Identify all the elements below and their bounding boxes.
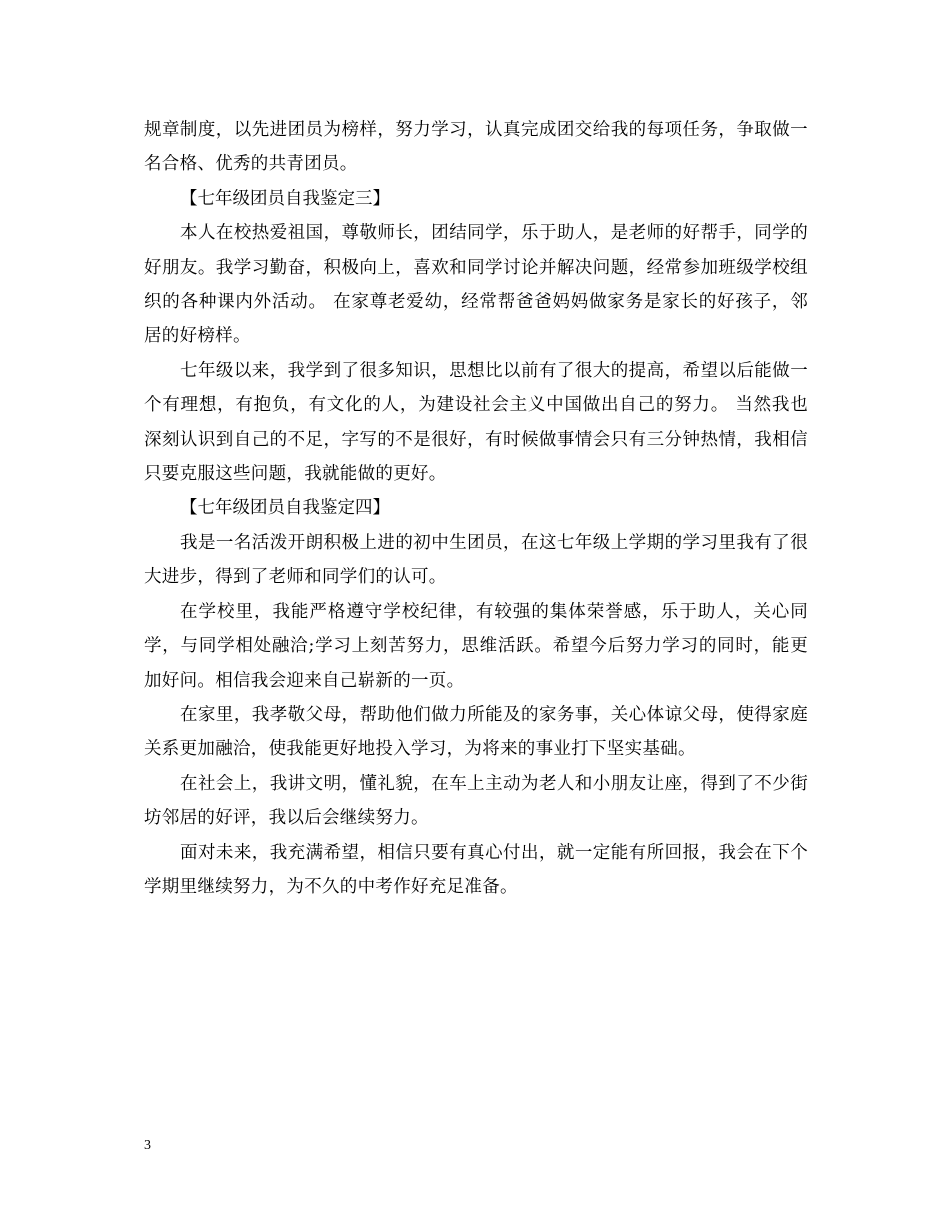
paragraph: 面对未来，我充满希望，相信只要有真心付出，就一定能有所回报，我会在下个学期里继续努力，为不久的中考作好充足准备。 bbox=[144, 842, 808, 897]
paragraph: 在家里，我孝敬父母，帮助他们做力所能及的家务事，关心体谅父母，使得家庭关系更加融洽，使我能更好地投入学习，为将来的事业打下坚实基础。 bbox=[144, 704, 808, 760]
paragraph-continuation: 规章制度，以先进团员为榜样，努力学习，认真完成团交给我的每项任务，争取做一名合格、优秀的共青团员。 bbox=[144, 120, 808, 175]
paragraph: 本人在校热爱祖国，尊敬师长，团结同学，乐于助人，是老师的好帮手，同学的好朋友。我学习勤奋，积极向上，喜欢和同学讨论并解决问题，经常参加班级学校组织的各种课内外活动。 在家尊老爱幼，经常帮爸爸妈妈做家务是家长的好孩子，邻居的好榜样。 bbox=[144, 223, 808, 347]
section-heading-four: 【七年级团员自我鉴定四】 bbox=[180, 498, 390, 519]
paragraph: 在学校里，我能严格遵守学校纪律，有较强的集体荣誉感，乐于助人，关心同学，与同学相处融洽;学习上刻苦努力，思维活跃。希望今后努力学习的同时，能更加好问。相信我会迎来自己崭新的一页。 bbox=[144, 601, 808, 691]
paragraph: 在社会上，我讲文明，懂礼貌，在车上主动为老人和小朋友让座，得到了不少街坊邻居的好评，我以后会继续努力。 bbox=[144, 773, 808, 829]
section-heading-three: 【七年级团员自我鉴定三】 bbox=[180, 188, 390, 209]
document-body bbox=[144, 113, 808, 904]
page-number: 3 bbox=[144, 1138, 151, 1153]
paragraph: 我是一名活泼开朗积极上进的初中生团员，在这七年级上学期的学习里我有了很大进步，得到了老师和同学们的认可。 bbox=[144, 532, 808, 588]
paragraph: 七年级以来，我学到了很多知识，思想比以前有了很大的提高，希望以后能做一个有理想，有抱负，有文化的人，为建设社会主义中国做出自己的努力。 当然我也深刻认识到自己的不足，字写的不是很好，有时候做事情会只有三分钟热情，我相信只要克服这些问题，我就能做的更好。 bbox=[144, 360, 808, 485]
